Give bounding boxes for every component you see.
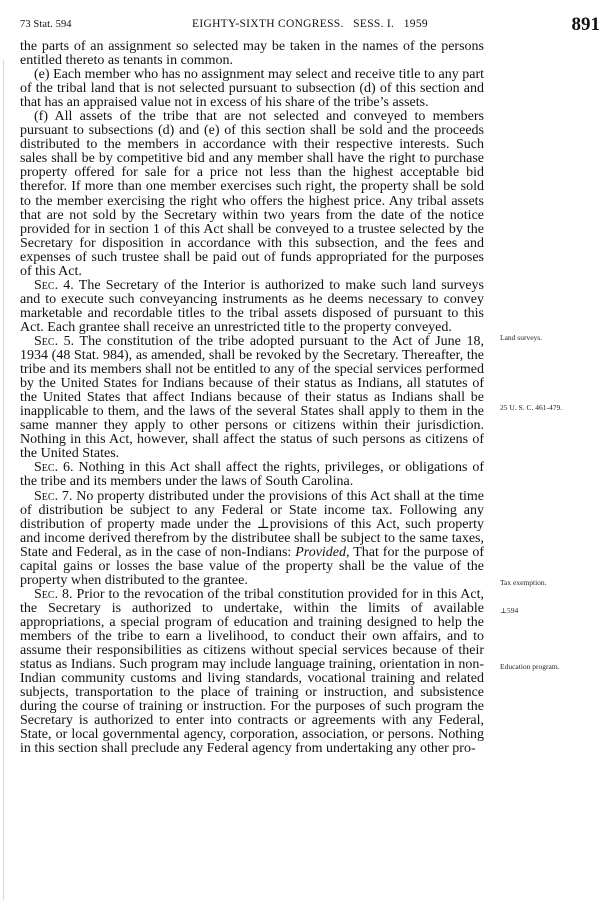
section-7-text-a: No property distributed under the provisions of this Act shall at the time of distribution be subject to any Federal or State income tax. Following any distribution of property made under the (20, 488, 484, 532)
margin-note-usc-reference: 25 U. S. C. 461-479. (500, 403, 563, 412)
section-7-label: Sec. 7. (34, 488, 73, 504)
margin-note-page-marker: ⊥594 (500, 606, 519, 615)
section-7 (20, 490, 484, 588)
paragraph-subsection-f: (f) All assets of the tribe that are not selected and conveyed to members pursuant to subsections (d) and (e) of this section shall be sold and the proceeds distributed to the members in accordance with their respective interests. Such sales shall be by competitive bid and any member shall have the right to purchase property offered for sale for a price not less than the highest acceptable bid therefor. If more than one member exercises such right, the property shall be sold to the member exercising the right who offers the highest price. Any tribal assets that are not sold by the Secretary within two years from the date of the notice provided for in section 1 of this Act shall be conveyed to a trustee selected by the Secretary for disposition in accordance with this subsection, and the fees and expenses of such trustee shall be paid out of funds appropriated for the purposes of this Act. (20, 109, 484, 279)
running-title: EIGHTY-SIXTH CONGRESS. SESS. I. 1959 (192, 18, 428, 30)
section-6-text: Nothing in this Act shall affect the rights, privileges, or obligations of the tribe and its members under the laws of South Carolina. (20, 460, 484, 490)
paragraph-continuation: the parts of an assignment so selected may be taken in the names of the persons entitled thereto as tenants in common. (20, 39, 484, 69)
margin-notes (500, 0, 604, 909)
section-5-label: Sec. 5. (34, 333, 75, 349)
margin-note-education-program: Education program. (500, 662, 560, 671)
paragraph-subsection-e: (e) Each member who has no assignment may select and receive title to any part of the tribal land that is not selected pursuant to subsection (d) of this section and that has an appraised value not in excess of his share of the tribe’s assets. (20, 67, 484, 111)
section-6 (20, 461, 484, 489)
provided-term: Provided, (295, 544, 350, 560)
section-5 (20, 335, 484, 461)
section-4-text: The Secretary of the Interior is authorized to make such land surveys and to execute such conveyancing instruments as he deems necessary to convey marketable and recordable titles to the tribal assets disposed of pursuant to this Act. Each grantee shall receive an unrestricted title to the property conveyed. (20, 277, 484, 335)
section-8-text: Prior to the revocation of the tribal constitution provided for in this Act, the Secretary is authorized to undertake, within the limits of available appropriations, a special program of education and training designed to help the members of the tribe to earn a livelihood, to conduct their own affairs, and to assume their responsibilities as citizens without special services because of their status as Indians. Such program may include language training, orientation in non-Indian community customs and living standards, vocational training and related subjects, transportation to the place of training or instruction, and subsistence during the course of training or instruction. For the purposes of such program the Secretary is authorized to enter into contracts or agreements with any Federal, State, or local governmental agency, corporation, association, or persons. Nothing in this section shall preclude any Federal agency from undertaking any other pro- (20, 586, 484, 757)
margin-note-tax-exemption: Tax exemption. (500, 578, 547, 587)
page-break-mark: ⊥ (256, 516, 270, 532)
section-4-label: Sec. 4. (34, 277, 74, 293)
section-8 (20, 588, 484, 757)
margin-note-land-surveys: Land surveys. (500, 333, 543, 342)
section-7-text-b: provisions of this Act, such property and income derived therefrom by the distributee shall be subject to the same taxes, State and Federal, as in the case of non-Indians: (20, 516, 484, 560)
statute-body (20, 40, 484, 756)
section-4 (20, 279, 484, 335)
section-5-text: The constitution of the tribe adopted pursuant to the Act of June 18, 1934 (48 Stat. 984), as amended, shall be revoked by the Secretary. Thereafter, the tribe and its members shall not be entitled to any of the special services performed by the United States for Indians because of their status as Indians, all statutes of the United States that affect Indians because of their status as Indians shall be inapplicable to them, and the laws of the several States shall apply to them in the same manner they apply to other persons or citizens within their jurisdiction. Nothing in this Act, however, shall affect the status of such persons as citizens of the United States. (20, 333, 484, 462)
stat-reference: 73 Stat. 594 (20, 19, 72, 30)
page-number: 891 (571, 14, 600, 35)
section-8-label: Sec. 8. (34, 586, 73, 602)
section-6-label: Sec. 6. (34, 460, 74, 476)
scan-edge-line (3, 60, 4, 900)
section-7-text-c: That for the purpose of capital gains or losses the base value of the property shall be the value of the property when distributed to the grantee. (20, 544, 484, 588)
